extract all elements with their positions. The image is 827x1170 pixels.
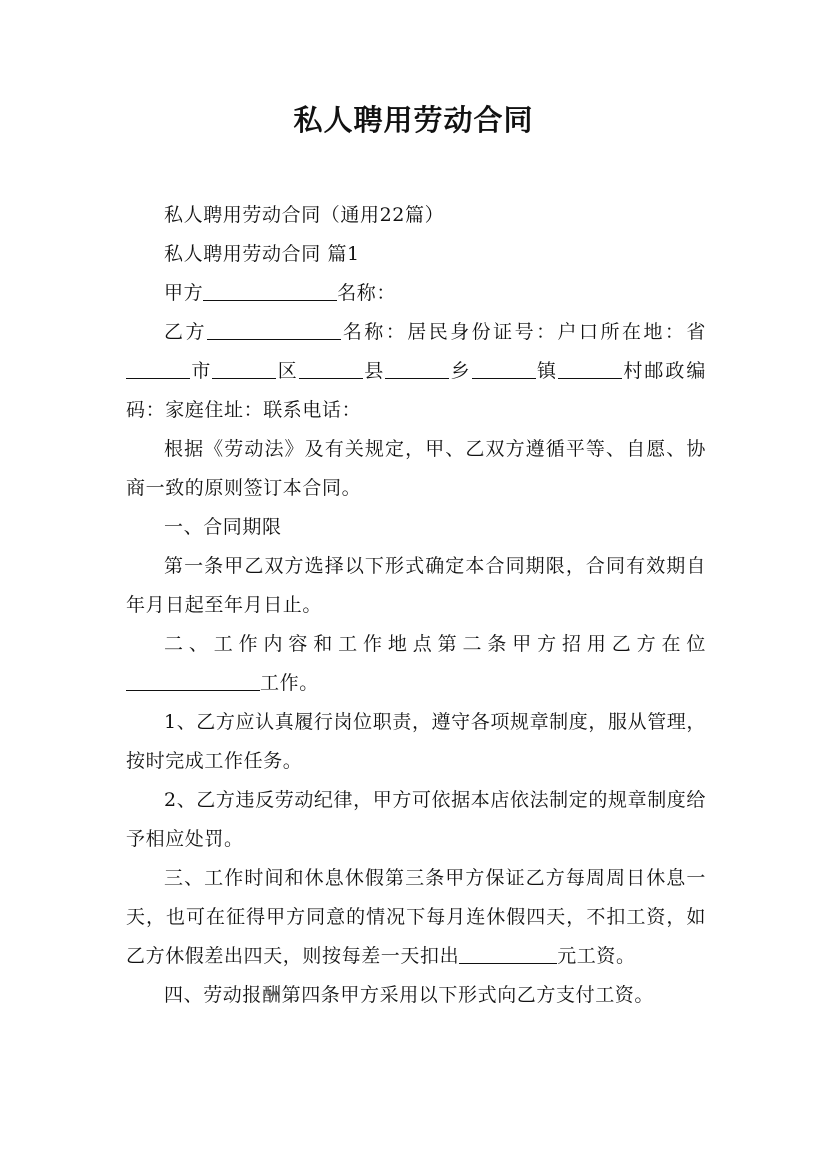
party-a-label: 甲方: [164, 282, 204, 304]
party-b-paragraph: [126, 313, 706, 430]
subtitle-line: 私人聘用劳动合同（通用22篇）: [164, 204, 445, 226]
sheng-blank: [126, 356, 190, 379]
xiang-blank: [472, 356, 536, 379]
section-2-tail: 工作。: [260, 672, 319, 694]
section-4-paragraph: 四、劳动报酬第四条甲方采用以下形式向乙方支付工资。: [164, 984, 655, 1006]
party-b-label: 乙方: [164, 321, 207, 343]
addr-qu: 区: [276, 360, 299, 382]
item-2-paragraph: 2、乙方违反劳动纪律，甲方可依据本店依法制定的规章制度给予相应处罚。: [126, 789, 706, 850]
addr-cun: 村邮: [622, 360, 666, 382]
section-3-text: 三、工作时间和休息休假第三条甲方保证乙方每周周日休息一天，也可在征得甲方同意的情况下每月连休假四天，不扣工资，如乙方休假差出四天，则按每差一天扣出: [126, 867, 706, 967]
deduction-blank: [459, 941, 557, 964]
addr-zhen: 镇: [535, 360, 559, 382]
party-a-name-label: 名称：: [337, 282, 397, 304]
addr-shi: 市: [190, 360, 213, 382]
item-1-paragraph: 1、乙方应认真履行岗位职责，遵守各项规章制度，服从管理，按时完成工作任务。: [126, 711, 706, 772]
position-blank: [126, 668, 260, 691]
party-a-line: [126, 274, 706, 313]
document-title: 私人聘用劳动合同: [293, 103, 534, 137]
basis-paragraph: 根据《劳动法》及有关规定，甲、乙双方遵循平等、自愿、协商一致的原则签订本合同。: [126, 438, 706, 499]
article-1-paragraph: 第一条甲乙双方选择以下形式确定本合同期限，合同有效期自年月日起至年月日止。: [126, 555, 706, 616]
section-3-paragraph: [126, 859, 706, 976]
document-body: [126, 196, 706, 1015]
party-b-blank: [207, 317, 341, 340]
section-2-paragraph: [126, 625, 706, 703]
party-a-blank: [203, 278, 337, 301]
section-1-heading: 一、合同期限: [164, 516, 282, 538]
addr-sheng: 省: [686, 321, 706, 343]
party-b-info-label: 名称：居民身份证号：户口所在地：: [340, 321, 687, 343]
section-3-tail: 元工资。: [557, 945, 636, 967]
section-2-text: 二、工作内容和工作地点第二条甲方招用乙方在位: [164, 633, 706, 655]
qu-blank: [299, 356, 363, 379]
shi-blank: [212, 356, 276, 379]
xian-blank: [385, 356, 449, 379]
zhen-blank: [558, 356, 622, 379]
addr-xian: 县: [362, 360, 386, 382]
part-line: 私人聘用劳动合同 篇1: [164, 243, 360, 265]
addr-xiang: 乡: [449, 360, 472, 382]
contact-fields: 政编码：家庭住址：联系电话：: [126, 360, 707, 421]
